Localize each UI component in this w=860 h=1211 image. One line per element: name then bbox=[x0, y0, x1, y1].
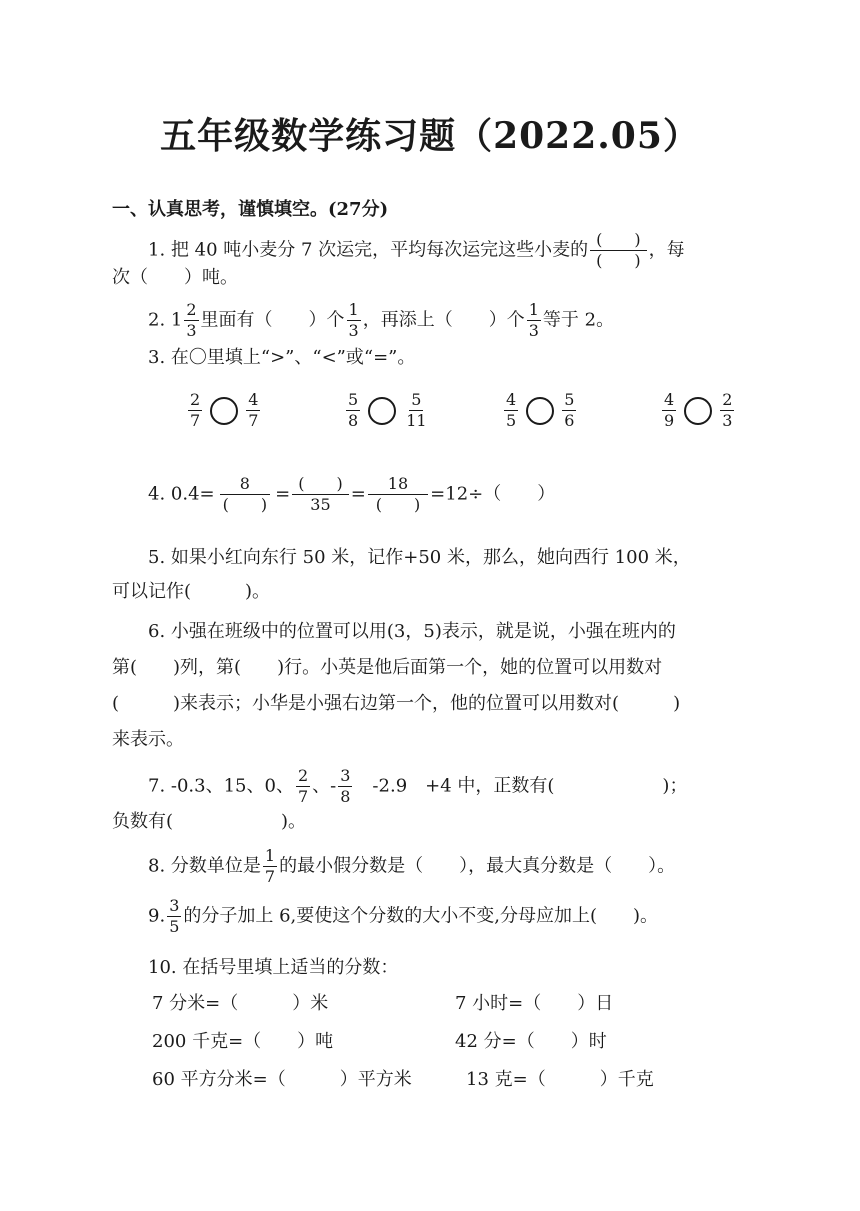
question-3: 3. 在〇里填上“>”、“<”或“=”。 bbox=[148, 347, 416, 368]
conversion-item: 42 分=（ ）时 bbox=[455, 1031, 607, 1052]
mixed-fraction: $\frac{2}{3}$ bbox=[186, 300, 197, 340]
question-9: 9. $\frac{3}{5}$ 的分子加上 6,要使这个分数的大小不变,分母应加上( )。 bbox=[148, 896, 659, 936]
question-7-cont: 负数有( )。 bbox=[112, 811, 307, 832]
compare-pair-3: $\frac{4}{5}$ $\frac{5}{6}$ bbox=[506, 390, 575, 430]
fraction: $\frac{3}{5}$ bbox=[169, 896, 180, 936]
fraction: $\frac{1}{7}$ bbox=[264, 846, 276, 886]
conversion-item: 13 克=（ ）千克 bbox=[466, 1069, 654, 1090]
compare-circle-icon[interactable] bbox=[210, 397, 238, 425]
fraction-blank: $\frac{( )}{35}$ bbox=[292, 474, 349, 515]
question-6-cont: 第( )列，第( )行。小英是他后面第一个，她的位置可以用数对 bbox=[112, 657, 663, 678]
question-6-cont: 来表示。 bbox=[112, 729, 184, 750]
conversion-item: 7 分米=（ ）米 bbox=[152, 993, 329, 1014]
fraction: $\frac{2}{7}$ bbox=[297, 766, 309, 806]
question-6-cont: ( )来表示；小华是小强右边第一个，他的位置可以用数对( ) bbox=[112, 693, 681, 714]
fraction: $\frac{1}{3}$ bbox=[528, 300, 539, 340]
compare-circle-icon[interactable] bbox=[526, 397, 554, 425]
question-10: 10. 在括号里填上适当的分数： bbox=[148, 957, 399, 978]
compare-pair-2: $\frac{5}{8}$ $\frac{5}{11}$ bbox=[348, 390, 427, 430]
compare-circle-icon[interactable] bbox=[684, 397, 712, 425]
question-7: 7. -0.3、15、0、 $\frac{2}{7}$ 、- $\frac{3}{8}$ -2.9 +4 中，正数有( )； bbox=[148, 766, 688, 806]
question-5-cont: 可以记作( )。 bbox=[112, 581, 271, 602]
compare-pair-4: $\frac{4}{9}$ $\frac{2}{3}$ bbox=[664, 390, 733, 430]
fraction-blank: $\frac{18}{( )}$ bbox=[368, 474, 428, 515]
question-1: 1. 把 40 吨小麦分 7 次运完，平均每次运完这些小麦的 $\frac{( )}{( )}$ ，每 bbox=[148, 230, 685, 270]
question-2: 2. 1 $\frac{2}{3}$ 里面有（ ）个 $\frac{1}{3}$ ，再添上（ ）个 $\frac{1}{3}$ 等于 2。 bbox=[148, 300, 615, 340]
page-title: 五年级数学练习题（2022.05） bbox=[160, 115, 700, 157]
question-8: 8. 分数单位是 $\frac{1}{7}$ 的最小假分数是（ ），最大真分数是（ ）。 bbox=[148, 846, 676, 886]
question-4: 4. 0.4= $\frac{8}{( )}$ = $\frac{( )}{35}$ = $\frac{18}{( )}$ =12÷（ ） bbox=[148, 474, 556, 514]
fraction: $\frac{3}{8}$ bbox=[340, 766, 351, 806]
question-6: 6. 小强在班级中的位置可以用(3，5)表示，就是说，小强在班内的 bbox=[148, 621, 676, 642]
fraction: $\frac{1}{3}$ bbox=[348, 300, 359, 340]
conversion-item: 200 千克=（ ）吨 bbox=[152, 1031, 334, 1052]
question-5: 5. 如果小红向东行 50 米，记作+50 米，那么，她向西行 100 米， bbox=[148, 547, 691, 568]
conversion-item: 7 小时=（ ）日 bbox=[455, 993, 614, 1014]
section-heading: 一、认真思考，谨慎填空。(27分) bbox=[112, 199, 389, 220]
question-text: 1. 把 40 吨小麦分 7 次运完，平均每次运完这些小麦的 bbox=[148, 239, 589, 261]
conversion-item: 60 平方分米=（ ）平方米 bbox=[152, 1069, 412, 1090]
fraction-blank: $\frac{8}{( )}$ bbox=[217, 474, 274, 515]
compare-pair-1: $\frac{2}{7}$ $\frac{4}{7}$ bbox=[190, 390, 259, 430]
compare-circle-icon[interactable] bbox=[368, 397, 396, 425]
fraction-blank: $\frac{( )}{( )}$ bbox=[590, 230, 647, 271]
question-1-cont: 次（ ）吨。 bbox=[112, 267, 238, 288]
